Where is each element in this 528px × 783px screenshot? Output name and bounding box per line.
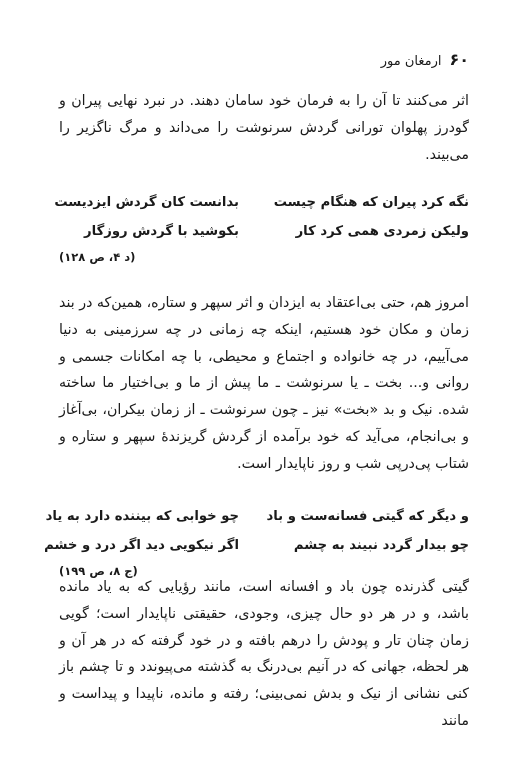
paragraph-3 <box>59 574 469 735</box>
page-number: ۶۰ <box>449 50 469 69</box>
poem-1-line-2 <box>59 217 469 246</box>
poem-1-line-1 <box>54 188 469 217</box>
paragraph-1-text: اثر می‌کنند تا آن را به فرمان خود سامان دهند. در نبرد نهایی پیران و گودرز پهلوان تورانی گردش سرنوشت را می‌داند و مرگ ناگزیر را می‌بیند. <box>59 93 469 163</box>
poem-2-line-1 <box>45 502 469 531</box>
hemistich: اگر نیکویی دید اگر درد و خشم <box>44 538 239 553</box>
paragraph-3-text: گیتی گذرنده چون باد و افسانه است، مانند رؤیایی که به یاد مانده باشد، و در هر دو حال چیزی، وجودی، حقیقتی ناپایدار است؛ گویی زمان چنان تار و پودش را درهم بافته و در خود گرفته که در هر آن و هر لحظه، جهانی که در آنیم بی‌درنگ به گذشته می‌پیوندد و تا چشم باز کنی نشانی از نیک و بدش نمی‌بینی؛ رفته و مانده، ناپیدا و پیداست و مانند <box>59 579 469 729</box>
hemistich: ولیکن زمردی همی کرد کار <box>295 224 469 239</box>
paragraph-2 <box>59 290 469 478</box>
poem-2 <box>44 502 469 582</box>
poem-2-reference: (ج ۸، ص ۱۹۹) <box>59 564 138 578</box>
paragraph-2-text: امروز هم، حتی بی‌اعتقاد به ایزدان و اثر سپهر و ستاره، همین‌که در بند زمان و مکان خود هستیم، اینکه چه زمانی در چه سرزمینی به دنیا می‌آییم، در چه خانواده و اجتماع و محیطی، با چه امکانات جسمی و روانی و... بخت ـ یا سرنوشت ـ ما پیش از ما و بی‌اختیار ما ساخته شده. نیک و بد «بخت» نیز ـ چون سرنوشت ـ از زمان بیکران، بی‌آغاز و بی‌انجام، می‌آید که خود برآمده از گردش گریزندهٔ سپهر و ستاره و شتاب پی‌درپی شب و روز ناپایدار است. <box>59 295 469 472</box>
poem-2-line-2 <box>44 531 469 560</box>
hemistich: بدانست کان گردش ایزدیست <box>54 195 239 210</box>
hemistich: چو خوابی که بیننده دارد به یاد <box>45 509 239 524</box>
poem-1-reference: (د ۴، ص ۱۲۸) <box>59 250 136 264</box>
hemistich: و دیگر که گیتی فسانه‌ست و باد <box>266 509 469 524</box>
poem-1 <box>54 188 469 268</box>
page-header <box>381 50 469 69</box>
hemistich: بکوشید با گردش روزگار <box>84 224 239 239</box>
hemistich: نگه کرد پیران که هنگام چیست <box>273 195 469 210</box>
book-title: ارمغان مور <box>380 54 442 69</box>
hemistich: چو بیدار گردد نبیند به چشم <box>293 538 469 553</box>
paragraph-1 <box>59 88 469 168</box>
